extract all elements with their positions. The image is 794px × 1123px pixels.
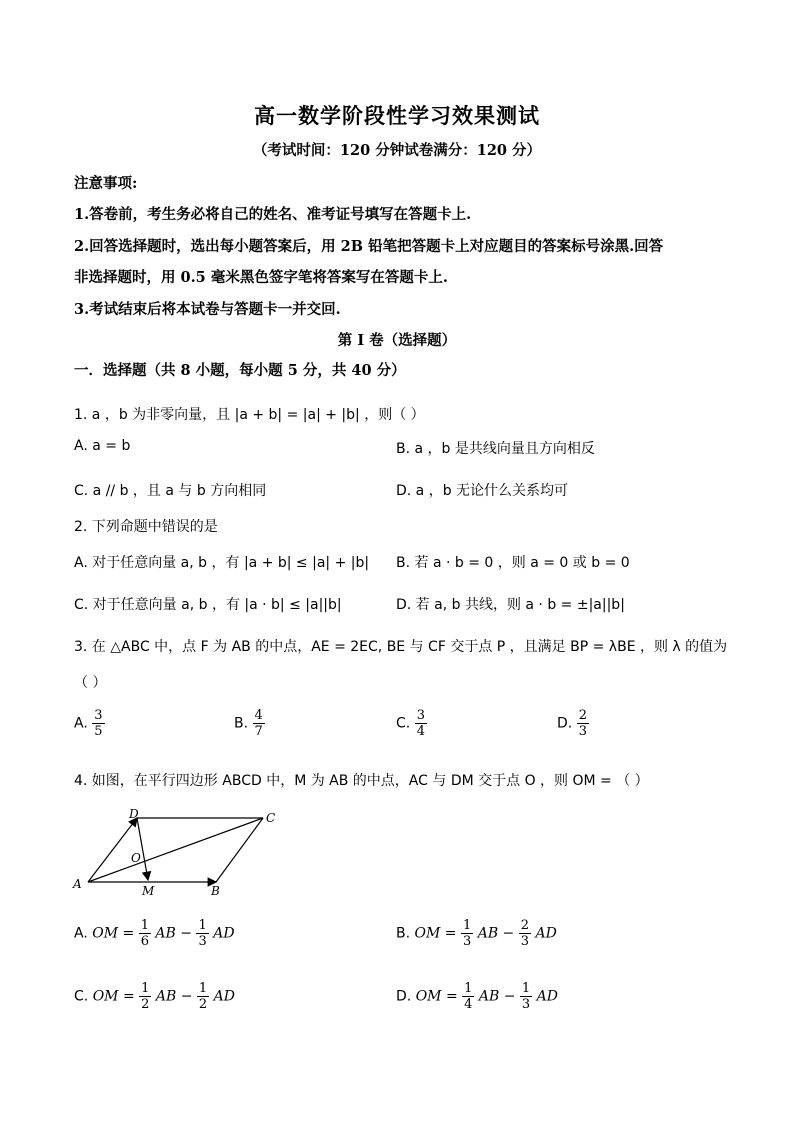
question-2-option-b[interactable]: B. 若 a · b = 0 ，则 a = 0 或 b = 0 (396, 555, 630, 571)
fraction (253, 708, 265, 739)
question-2-option-d[interactable]: D. 若 a, b 共线，则 a · b = ±|a||b| (396, 597, 625, 613)
point-label-d: D (129, 807, 139, 821)
numerator: 1 (198, 981, 208, 996)
fraction (196, 918, 208, 949)
numerator: 4 (254, 708, 263, 723)
question-3-option-a[interactable] (74, 708, 105, 739)
vector-expression: OM = (92, 925, 135, 942)
denominator: 6 (140, 934, 149, 949)
numerator: 1 (141, 981, 150, 996)
vector-term: AD (536, 988, 558, 1005)
segment-dm (137, 818, 148, 880)
denominator: 4 (416, 724, 425, 739)
vector-term: AB − (477, 925, 515, 942)
question-4-stem: 4. 如图，在平行四边形 ABCD 中，M 为 AB 的中点，AC 与 DM 交于点 O ，则 OM = （ ） (74, 773, 649, 789)
fraction (197, 981, 209, 1012)
fraction (462, 981, 474, 1012)
question-3-stem: 3. 在 △ABC 中，点 F 为 AB 的中点，AE = 2EC, BE 与 CF 交于点 P ，且满足 BP = λBE ，则 λ 的值为 (74, 639, 728, 655)
denominator: 2 (198, 997, 208, 1012)
fraction (577, 708, 589, 739)
point-label-c: C (266, 811, 276, 825)
fraction (139, 981, 151, 1012)
option-label: C. (74, 988, 89, 1005)
vector-term: AB − (155, 988, 193, 1005)
fraction (519, 918, 531, 949)
edge-ad (88, 818, 137, 882)
vector-term: AD (535, 925, 557, 942)
numerator: 3 (94, 708, 103, 723)
fraction (461, 918, 473, 949)
fraction (92, 708, 104, 739)
question-4-option-c[interactable] (74, 981, 235, 1012)
note-item: 1.答卷前，考生务必将自己的姓名、准考证号填写在答题卡上. (74, 206, 472, 223)
question-1-option-d[interactable]: D. a ，b 无论什么关系均可 (396, 483, 569, 499)
exam-info: （考试时间：120 分钟试卷满分：120 分） (252, 142, 542, 159)
numerator: 2 (578, 708, 587, 723)
point-label-m: M (142, 884, 155, 898)
note-item: 2.回答选择题时，选出每小题答案后，用 2B 铅笔把答题卡上对应题目的答案标号涂黑.回答 (74, 238, 664, 255)
numerator: 1 (464, 981, 473, 996)
vector-term: AD (213, 988, 235, 1005)
note-item: 3.考试结束后将本试卷与答题卡一并交回. (74, 301, 341, 318)
question-3-option-d[interactable] (557, 708, 589, 739)
question-3-bracket: （ ） (74, 675, 107, 691)
numerator: 2 (520, 918, 530, 933)
option-label: B. (396, 925, 411, 942)
question-3-option-c[interactable] (396, 708, 427, 739)
vector-expression: OM = (92, 988, 135, 1005)
vector-term: AB − (155, 925, 193, 942)
question-1-option-a[interactable]: A. a = b (74, 438, 131, 454)
question-2-stem: 2. 下列命题中错误的是 (74, 519, 218, 535)
denominator: 3 (521, 997, 531, 1012)
point-label-a: A (73, 877, 82, 891)
question-1-option-c[interactable]: C. a // b ，且 a 与 b 方向相同 (74, 483, 267, 499)
numerator: 1 (140, 918, 149, 933)
notes-heading: 注意事项: (74, 175, 138, 192)
question-4-option-d[interactable] (396, 981, 558, 1012)
question-1-stem: 1. a ，b 为非零向量，且 |a + b| = |a| + |b| ，则（ ） (74, 407, 425, 423)
fraction (415, 708, 427, 739)
question-2-option-c[interactable]: C. 对于任意向量 a, b ，有 |a · b| ≤ |a||b| (74, 597, 342, 613)
vector-term: AB − (478, 988, 516, 1005)
vector-expression: OM = (414, 925, 457, 942)
numerator: 1 (198, 918, 207, 933)
numerator: 1 (521, 981, 531, 996)
parallelogram-figure (70, 806, 280, 898)
denominator: 3 (462, 934, 472, 949)
page-title: 高一数学阶段性学习效果测试 (254, 103, 540, 128)
part-title: 第 I 卷（选择题） (337, 332, 457, 349)
denominator: 3 (578, 724, 587, 739)
option-label: D. (396, 988, 412, 1005)
option-label: C. (396, 715, 411, 732)
option-label: A. (74, 715, 88, 732)
question-4-option-a[interactable] (74, 918, 235, 949)
section-heading: 一．选择题（共 8 小题，每小题 5 分，共 40 分） (74, 362, 406, 379)
option-label: A. (74, 925, 88, 942)
edge-bc (216, 818, 263, 882)
option-label: D. (557, 715, 573, 732)
point-label-o: O (131, 851, 141, 865)
denominator: 3 (520, 934, 530, 949)
fraction (520, 981, 532, 1012)
option-label: B. (234, 715, 249, 732)
question-2-option-a[interactable]: A. 对于任意向量 a, b ，有 |a + b| ≤ |a| + |b| (74, 555, 370, 571)
point-label-b: B (211, 884, 220, 898)
numerator: 3 (416, 708, 425, 723)
fraction (139, 918, 151, 949)
denominator: 4 (464, 997, 473, 1012)
question-3-option-b[interactable] (234, 708, 265, 739)
vector-term: AD (213, 925, 235, 942)
vector-expression: OM = (415, 988, 458, 1005)
denominator: 7 (254, 724, 263, 739)
question-4-option-b[interactable] (396, 918, 557, 949)
denominator: 2 (141, 997, 150, 1012)
question-1-option-b[interactable]: B. a ，b 是共线向量且方向相反 (396, 441, 595, 457)
note-item: 非选择题时，用 0.5 毫米黑色签字笔将答案写在答题卡上. (74, 269, 448, 286)
denominator: 5 (94, 724, 103, 739)
denominator: 3 (198, 934, 207, 949)
diagonal-ac (88, 818, 263, 882)
numerator: 1 (462, 918, 472, 933)
